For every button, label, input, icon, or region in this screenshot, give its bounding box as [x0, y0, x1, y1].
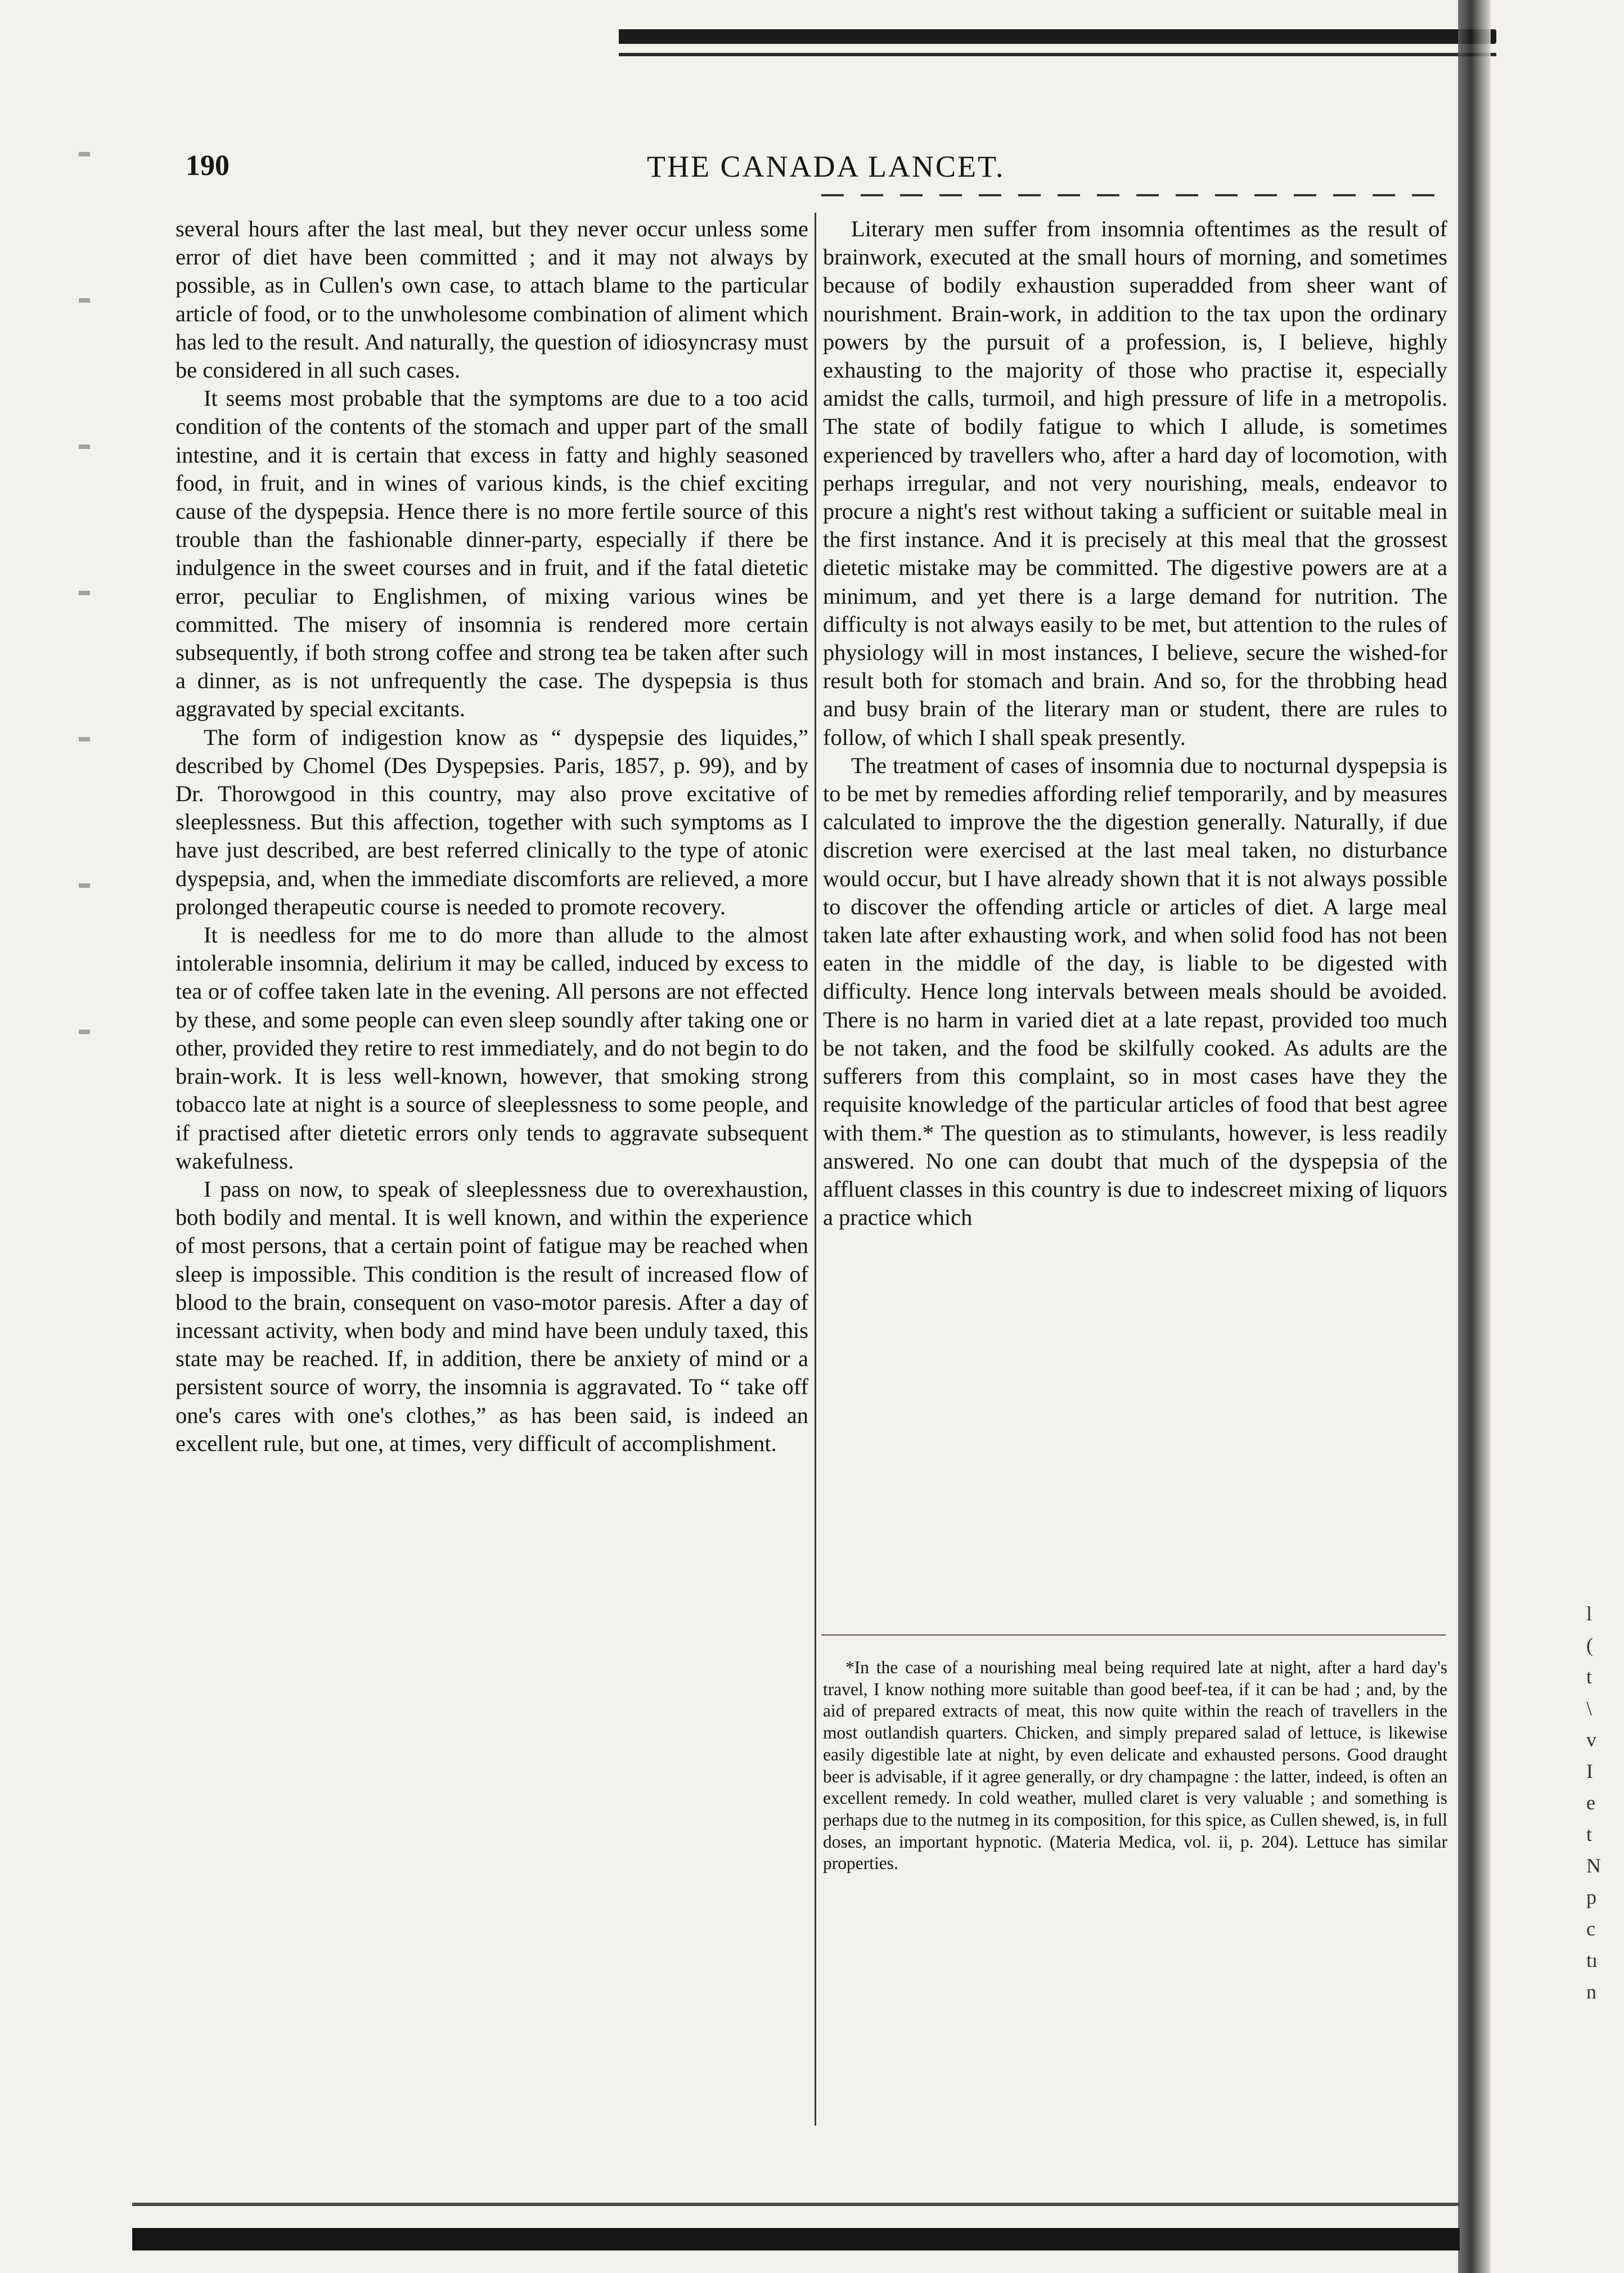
margin-fragment: v — [1586, 1728, 1596, 1751]
margin-fragment: e — [1586, 1791, 1595, 1814]
paragraph: I pass on now, to speak of sleeplessness due to overexhaustion, both bodily and mental. It is well known, and within the experience of most persons, that a certain point of fatigue may be reached when sleep is impossible. This condition is the result of increased flow of blood to the brain, consequent on vaso-motor paresis. After a day of incessant activity, when body and mind have been unduly taxed, this state may be reached. If, in addition, there be anxiety of mind or a persistent source of worry, the insomnia is aggravated. To “ take off one's cares with one's clothes,” as has been said, is indeed an excellent rule, but one, at times, very difficult of accomplishment. — [176, 1176, 808, 1456]
margin-fragment: l — [1586, 1602, 1592, 1625]
paragraph: several hours after the last meal, but they never occur unless some error of diet have been committed ; and it may not always by possible, as in Cullen's own case, to attach blame to the particular article of food, or to the unwholesome combination of aliment which has led to the result. And naturally, the question of idiosyncrasy must be considered in all such cases. — [176, 216, 808, 383]
paragraph: It is needless for me to do more than allude to the almost intolerable insomnia, delirium it may be called, induced by excess to tea or of coffee taken late in the evening. All persons are not effected by these, and some people can even sleep soundly after taking one or other, provided they retire to rest immediately, and do not begin to do brain-work. It is less well-known, however, that smoking strong tobacco late at night is a source of sleeplessness to some people, and if practised after dietetic errors only tends to aggravate subsequent wakefulness. — [176, 922, 808, 1174]
column-divider — [815, 213, 816, 2126]
paragraph: The form of indigestion know as “ dyspepsie des liquides,” described by Chomel (Des Dyspepsies. Paris, 1857, p. 99), and by Dr. Thorowgood in this country, may also prove excitative of sleeplessness. But this affection, together with such symptoms as I have just described, are best referred clinically to the type of atonic dyspepsia, and, when the immediate discomforts are relieved, a more prolonged therapeutic course is needed to promote recovery. — [176, 724, 808, 919]
scan-binding-edge — [1458, 0, 1491, 2273]
margin-fragment: \ — [1586, 1697, 1592, 1719]
margin-fragment: t — [1586, 1823, 1592, 1845]
scan-top-thin-rule — [619, 53, 1496, 56]
page-number: 190 — [186, 150, 230, 182]
margin-fragment: t — [1586, 1665, 1592, 1688]
footnote-text: *In the case of a nourishing meal being required late at night, after a hard day's travel, I know nothing more suitable than good beef-tea, if it can be had ; and, by the aid of prepared extracts of meat, this now quite within the reach of travellers in the most outlandish quarters. Chicken, and simply prepared salad of lettuce, is likewise easily digestible late at night, by even delicate and exhausted persons. Good draught beer is advisable, if it agree generally, or dry champagne : the latter, indeed, is often an excellent remedy. In cold weather, mulled claret is very valuable ; and something is perhaps due to the nutmeg in its composition, for this spice, as Cullen shewed, is, in full doses, an important hypnotic. (Materia Medica, vol. ii, p. 204). Lettuce has similar properties. — [823, 1657, 1447, 1874]
scan-left-specks — [79, 84, 90, 1041]
margin-fragment: tı — [1586, 1949, 1598, 1971]
scan-bottom-bar — [132, 2228, 1460, 2250]
header-rule — [821, 194, 1434, 196]
margin-fragment: n — [1586, 1980, 1596, 2003]
page-header — [186, 149, 1367, 188]
running-title: THE CANADA LANCET. — [647, 150, 1005, 183]
margin-fragment: p — [1586, 1886, 1596, 1908]
margin-fragments — [1586, 1598, 1609, 2007]
scan-top-rule — [619, 29, 1496, 44]
paragraph: Literary men suffer from insomnia oftentimes as the result of brainwork, executed at the small hours of morning, and sometimes because of bodily exhaustion superadded from sheer want of nourishment. Brain-work, in addition to the tax upon the ordinary powers by the pursuit of a profession, is, I believe, highly exhausting to the majority of those who practise it, especially amidst the calls, turmoil, and high pressure of life in a metropolis. The state of bodily fatigue to which I allude, is sometimes experienced by travellers who, after a hard day of locomotion, with perhaps irregular, and not very nourishing, meals, endeavor to procure a night's rest without taking a sufficient or suitable meal in the first instance. And it is precisely at this meal that the grossest dietetic mistake may be committed. The digestive powers are at a minimum, and yet there is a large demand for nutrition. The difficulty is not always easily to be met, but attention to the rules of physiology will in most instances, I believe, secure the wished-for result both for stomach and brain. And so, for the throbbing head and busy brain of the literary man or student, there are rules to follow, of which I shall speak presently. — [823, 216, 1447, 750]
footnote — [823, 1657, 1447, 1875]
margin-fragment: ( — [1586, 1634, 1593, 1656]
paragraph: The treatment of cases of insomnia due to nocturnal dyspepsia is to be met by remedies affording relief temporarily, and by measures calculated to improve the the digestion generally. Naturally, if due discretion were exercised at the last meal taken, no disturbance would occur, but I have already shown that it is not always possible to discover the offending article or articles of diet. A large meal taken late after exhausting work, and when solid food has not been eaten in the middle of the day, is liable to be digested with difficulty. Hence long intervals between meals should be avoided. There is no harm in varied diet at a late repast, provided too much be not taken, and the food be skilfully cooked. As adults are the sufferers from this complaint, so in most cases have they the requisite knowledge of the particular articles of food that best agree with them.* The question as to stimulants, however, is less readily answered. No one can doubt that much of the dyspepsia of the affluent classes in this country is due to indescreet mixing of liquors a practice which — [823, 752, 1447, 1230]
margin-fragment: c — [1586, 1917, 1595, 1940]
scan-bottom-thin-rule — [132, 2203, 1460, 2206]
margin-fragment: N — [1586, 1854, 1601, 1877]
paragraph: It seems most probable that the symptoms are due to a too acid condition of the contents of the stomach and upper part of the small intestine, and it is certain that excess in fatty and highly seasoned food, in fruit, and in wines of various kinds, is the chief exciting cause of the dyspepsia. Hence there is no more fertile source of this trouble than the fashionable dinner-party, especially if there be indulgence in the sweet courses and in fruit, and if the fatal dietetic error, peculiar to Englishmen, of mixing various wines be committed. The misery of insomnia is rendered more certain subsequently, if both strong coffee and strong tea be taken after such a dinner, as is not unfrequently the case. The dyspepsia is thus aggravated by special excitants. — [176, 385, 808, 722]
footnote-rule — [821, 1634, 1446, 1636]
right-column — [823, 215, 1447, 1232]
margin-fragment: I — [1586, 1760, 1593, 1782]
left-column — [176, 215, 808, 1458]
